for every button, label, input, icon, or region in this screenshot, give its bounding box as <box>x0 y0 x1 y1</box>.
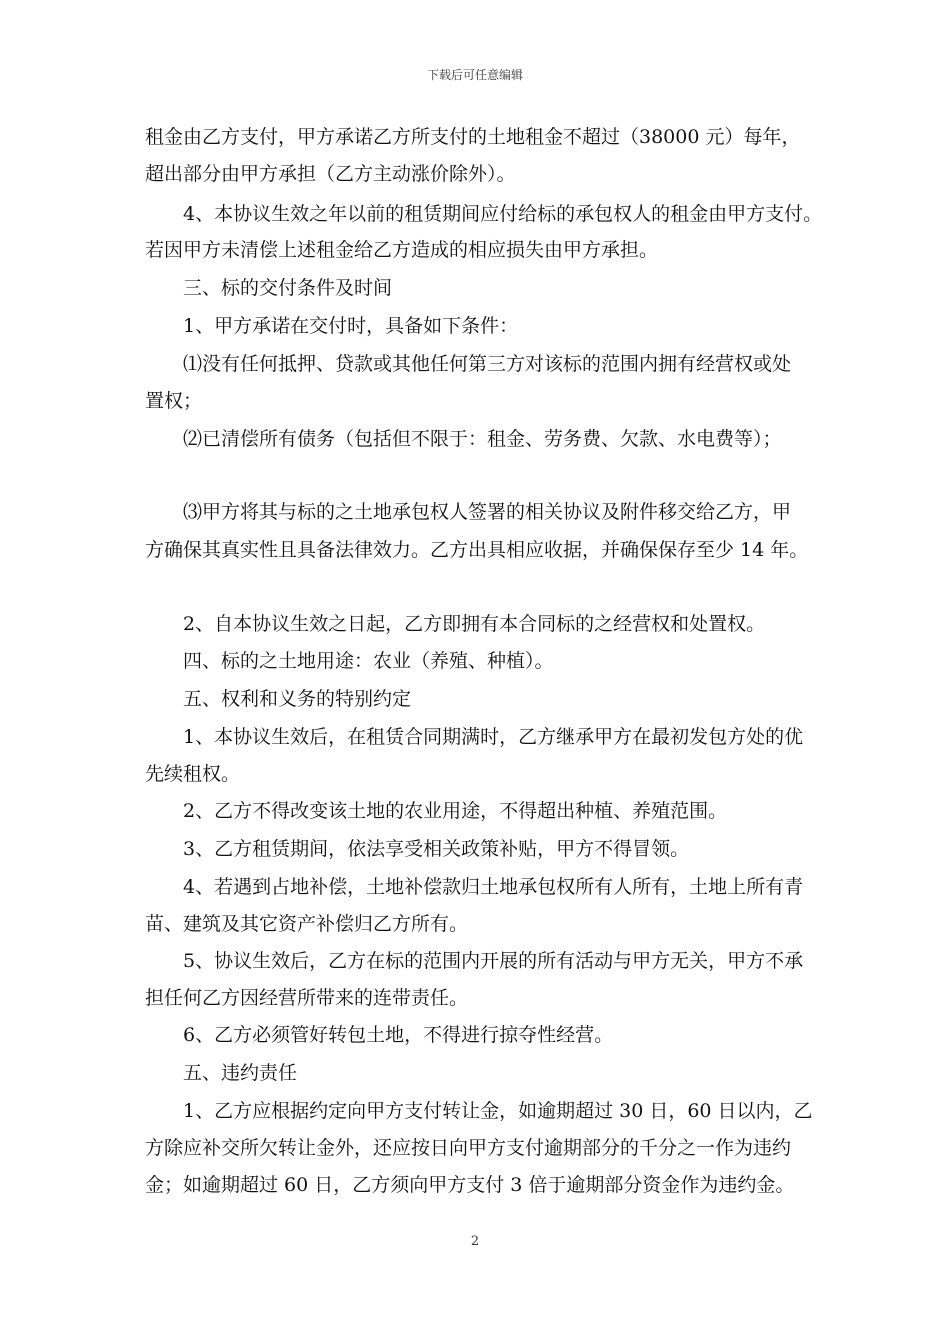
paragraph-line: 超出部分由甲方承担（乙方主动涨价除外）。 <box>145 163 516 185</box>
paragraph-line: 1、乙方应根据约定向甲方支付转让金，如逾期超过 30 日，60 日以内，乙 <box>183 1100 813 1122</box>
paragraph-line: 2、自本协议生效之日起，乙方即拥有本合同标的之经营权和处置权。 <box>183 613 766 635</box>
section-heading: 三、标的交付条件及时间 <box>183 277 393 299</box>
paragraph-line: ⑶甲方将其与标的之土地承包权人签署的相关协议及附件移交给乙方，甲 <box>183 501 792 523</box>
section-heading: 四、标的之土地用途：农业（养殖、种植）。 <box>183 650 554 672</box>
section-heading: 五、权利和义务的特别约定 <box>183 688 412 710</box>
paragraph-line: 方除应补交所欠转让金外，还应按日向甲方支付逾期部分的千分之一作为违约 <box>145 1137 792 1159</box>
paragraph-line: ⑴没有任何抵押、贷款或其他任何第三方对该标的范围内拥有经营权或处 <box>183 353 792 375</box>
header-note: 下载后可任意编辑 <box>426 68 523 82</box>
paragraph-line: 苗、建筑及其它资产补偿归乙方所有。 <box>145 913 469 935</box>
paragraph-line: 1、本协议生效后，在租赁合同期满时，乙方继承甲方在最初发包方处的优 <box>183 726 804 748</box>
paragraph-line: 1、甲方承诺在交付时，具备如下条件： <box>183 315 519 337</box>
paragraph-line: 6、乙方必须管好转包土地，不得进行掠夺性经营。 <box>183 1024 614 1046</box>
section-heading: 五、违约责任 <box>183 1062 298 1084</box>
page-number: 2 <box>470 1234 480 1249</box>
paragraph-line: 金；如逾期超过 60 日，乙方须向甲方支付 3 倍于逾期部分资金作为违约金。 <box>145 1174 795 1196</box>
paragraph-line: 4、若遇到占地补偿，土地补偿款归土地承包权所有人所有，土地上所有青 <box>183 876 804 898</box>
paragraph-line: 5、协议生效后，乙方在标的范围内开展的所有活动与甲方无关，甲方不承 <box>183 950 804 972</box>
paragraph-line: 方确保其真实性且具备法律效力。乙方出具相应收据，并确保保存至少 14 年。 <box>145 539 809 561</box>
paragraph-line: 3、乙方租赁期间，依法享受相关政策补贴，甲方不得冒领。 <box>183 838 690 860</box>
paragraph-line: 2、乙方不得改变该土地的农业用途，不得超出种植、养殖范围。 <box>183 800 728 822</box>
paragraph-line: 置权； <box>145 390 203 412</box>
paragraph-line: 若因甲方未清偿上述租金给乙方造成的相应损失由甲方承担。 <box>145 239 659 261</box>
paragraph-line: 租金由乙方支付，甲方承诺乙方所支付的土地租金不超过（38000 元）每年， <box>145 126 801 148</box>
paragraph-line: 4、本协议生效之年以前的租赁期间应付给标的承包权人的租金由甲方支付。 <box>183 203 823 225</box>
paragraph-line: ⑵已清偿所有债务（包括但不限于：租金、劳务费、欠款、水电费等）； <box>183 428 782 450</box>
paragraph-line: 担任何乙方因经营所带来的连带责任。 <box>145 987 469 1009</box>
paragraph-line: 先续租权。 <box>145 763 241 785</box>
